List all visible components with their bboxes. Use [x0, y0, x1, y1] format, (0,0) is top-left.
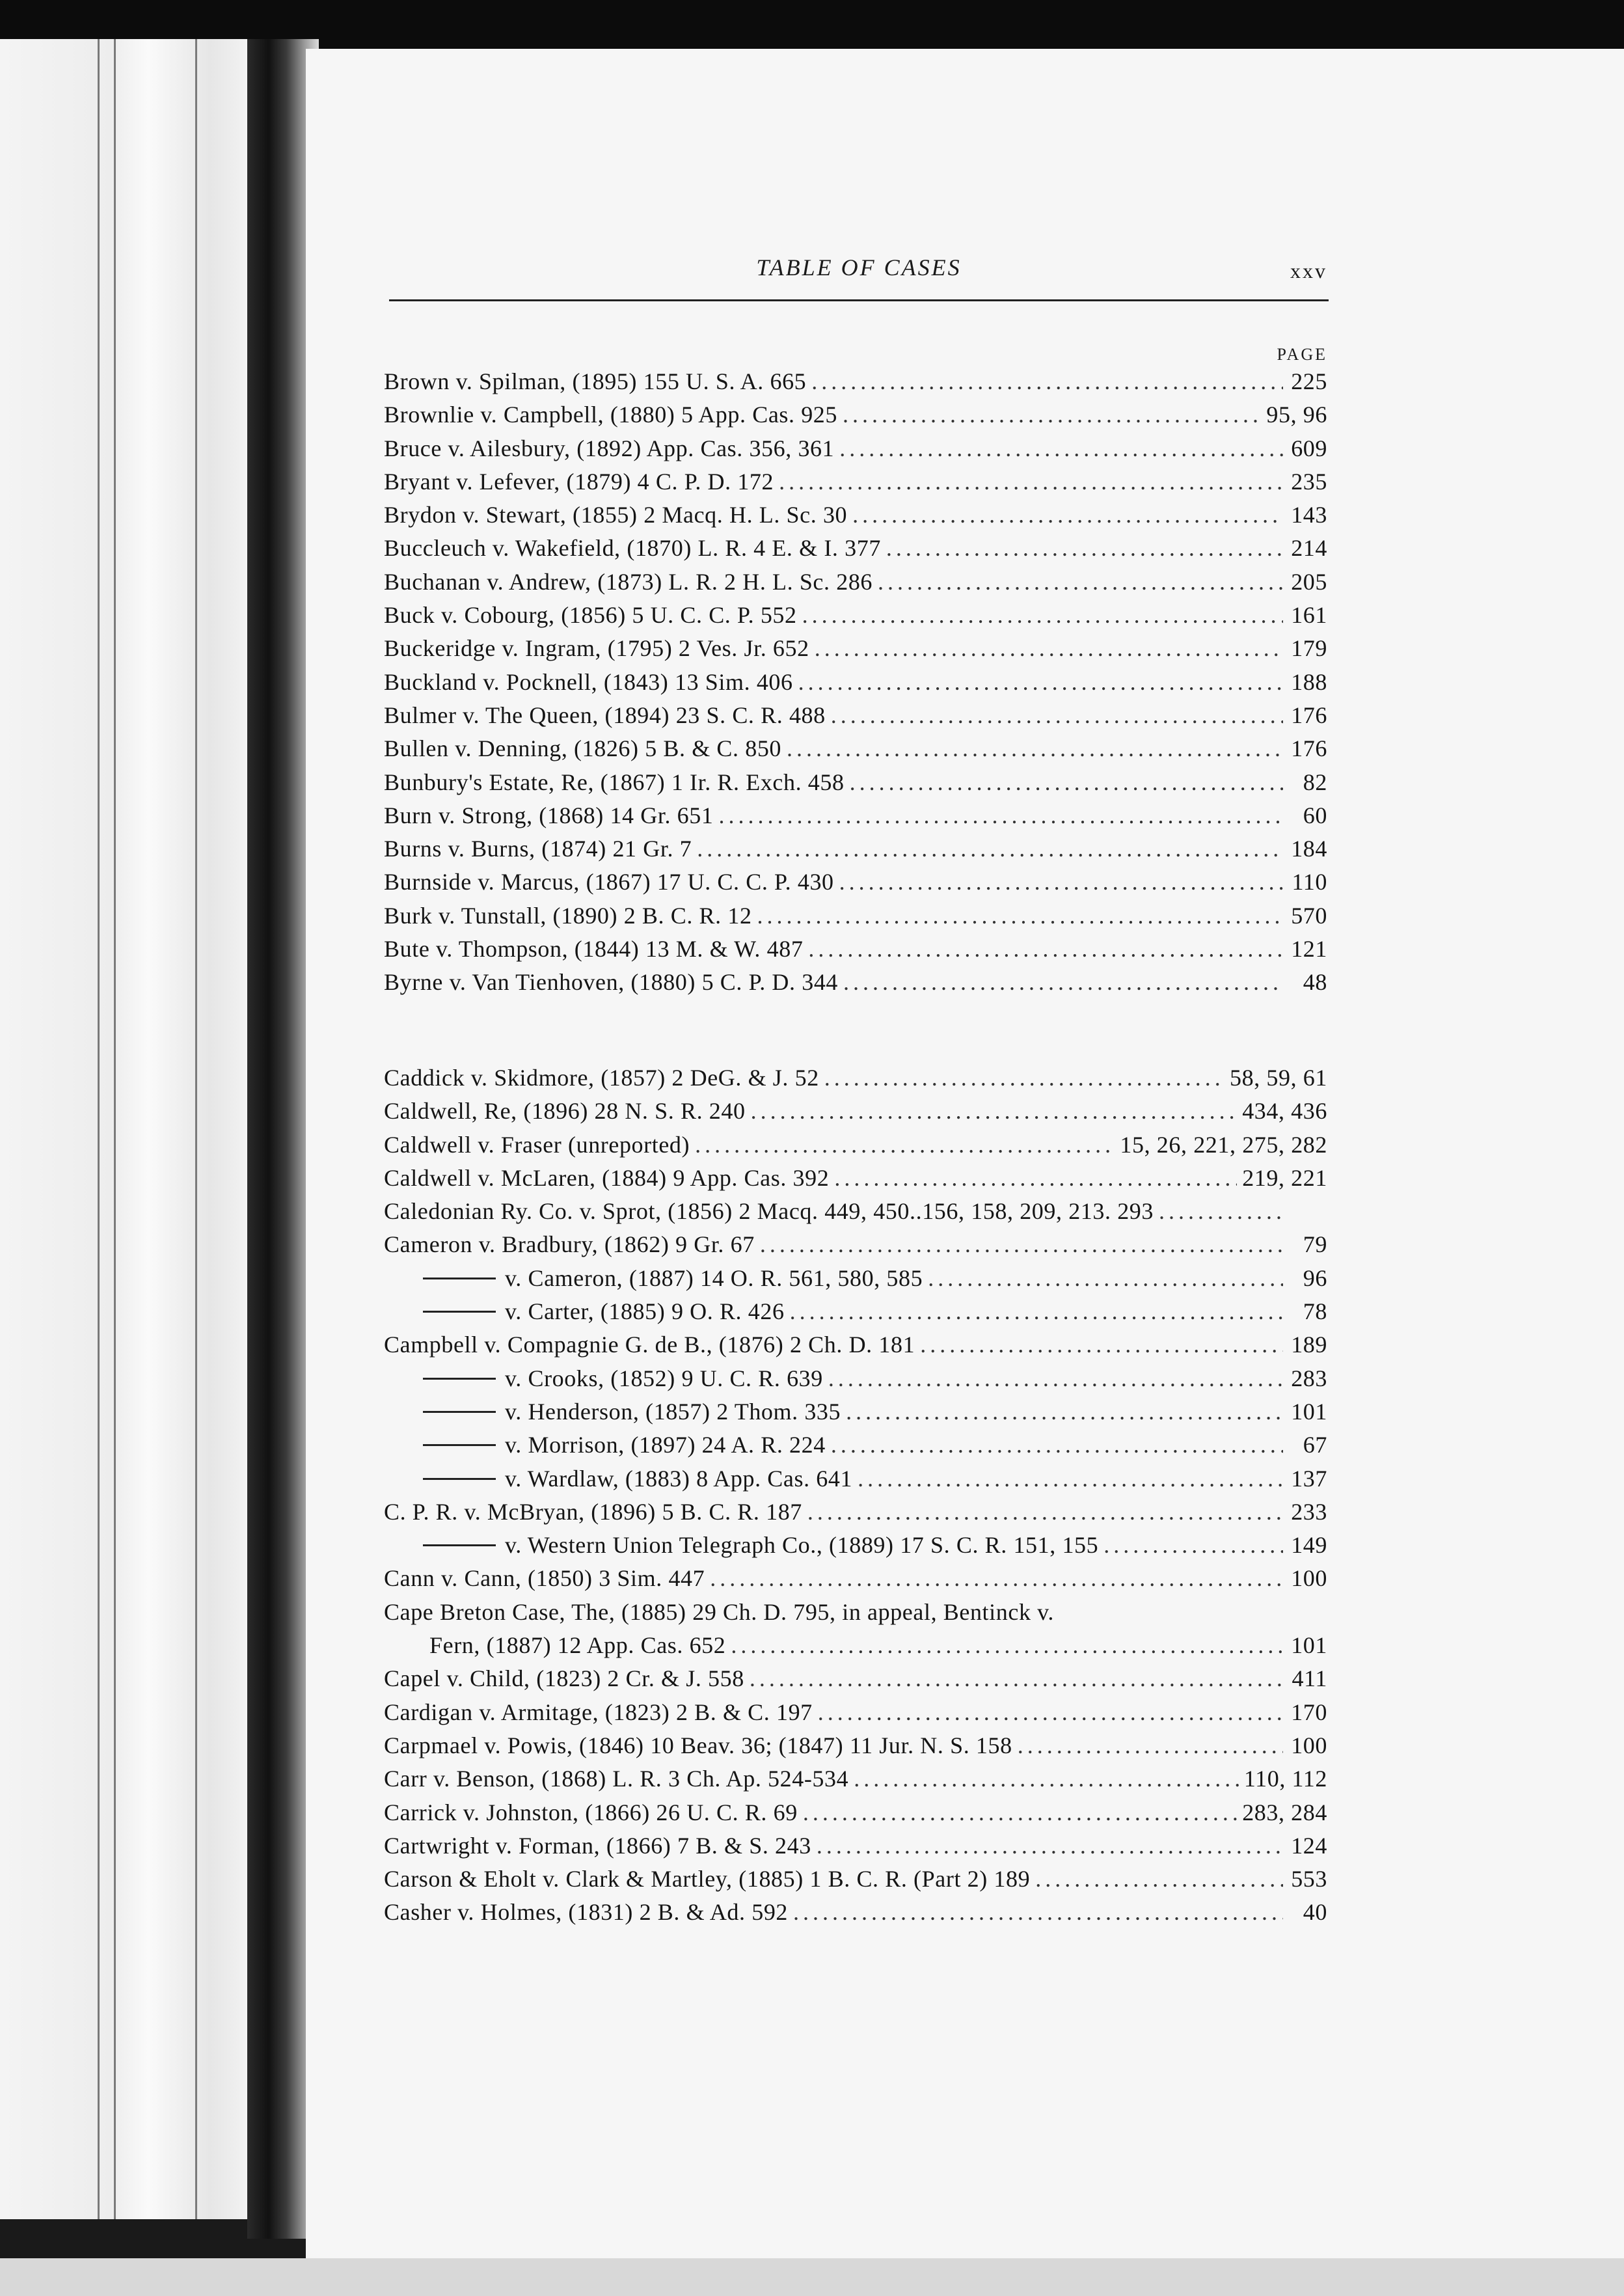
case-list-c [384, 1064, 1327, 1932]
dot-leader [1018, 1732, 1283, 1759]
document-page [306, 49, 1624, 2258]
case-citation: Carson & Eholt v. Clark & Martley, (1885) 1 B. C. R. (Part 2) 189 [384, 1866, 1031, 1893]
case-entry [384, 568, 1327, 601]
case-pages: 283 [1291, 1365, 1327, 1391]
case-citation: Brown v. Spilman, (1895) 155 U. S. A. 665 [384, 368, 807, 394]
case-entry [384, 1898, 1327, 1932]
case-citation: v. Wardlaw, (1883) 8 App. Cas. 641 [505, 1465, 853, 1492]
case-citation: Capel v. Child, (1823) 2 Cr. & J. 558 [384, 1665, 744, 1692]
case-entry [384, 435, 1327, 468]
dot-leader [815, 635, 1283, 662]
case-citation: Cann v. Cann, (1850) 3 Sim. 447 [384, 1565, 705, 1592]
case-citation: Brydon v. Stewart, (1855) 2 Macq. H. L. Sc. 30 [384, 502, 848, 528]
ditto-dash [423, 1411, 496, 1413]
case-citation: v. Carter, (1885) 9 O. R. 426 [505, 1298, 785, 1325]
case-entry [384, 1131, 1327, 1164]
case-pages: 283, 284 [1242, 1799, 1327, 1825]
case-citation: Carr v. Benson, (1868) L. R. 3 Ch. Ap. 524-534 [384, 1766, 849, 1792]
case-entry [384, 468, 1327, 501]
case-pages: 15, 26, 221, 275, 282 [1120, 1131, 1327, 1158]
case-pages: 110 [1292, 869, 1327, 895]
case-citation: Campbell v. Compagnie G. de B., (1876) 2 Ch. D. 181 [384, 1332, 915, 1358]
case-pages: 176 [1291, 735, 1327, 762]
dot-leader [846, 1398, 1283, 1425]
case-entry [384, 1164, 1327, 1197]
case-pages: 570 [1291, 902, 1327, 929]
case-entry [384, 1365, 1327, 1398]
dot-leader [1159, 1197, 1283, 1225]
case-pages: 225 [1291, 368, 1327, 394]
dot-leader [779, 468, 1283, 495]
case-pages: 137 [1291, 1465, 1327, 1492]
dot-leader [710, 1565, 1283, 1592]
case-pages: 40 [1303, 1899, 1327, 1926]
dot-leader [824, 1064, 1225, 1091]
case-entry [384, 1865, 1327, 1898]
case-citation: Bryant v. Lefever, (1879) 4 C. P. D. 172 [384, 468, 774, 495]
ditto-dash [423, 1378, 496, 1380]
page-edge-line [195, 39, 197, 2219]
dot-leader [798, 668, 1283, 696]
case-citation: Fern, (1887) 12 App. Cas. 652 [429, 1632, 726, 1659]
case-entry [384, 902, 1327, 935]
dot-leader [878, 568, 1283, 595]
dot-leader [834, 1164, 1237, 1192]
case-citation: Burn v. Strong, (1868) 14 Gr. 651 [384, 802, 714, 828]
case-pages: 170 [1291, 1699, 1327, 1725]
case-entry [384, 1398, 1327, 1431]
dot-leader [839, 868, 1283, 895]
case-citation: Caddick v. Skidmore, (1857) 2 DeG. & J. 52 [384, 1065, 819, 1091]
case-pages: 553 [1291, 1866, 1327, 1893]
ditto-dash [423, 1444, 496, 1446]
ditto-dash [423, 1544, 496, 1546]
case-entry [384, 1331, 1327, 1364]
case-pages: 67 [1303, 1432, 1327, 1458]
case-entry [384, 868, 1327, 901]
dot-leader [928, 1264, 1283, 1292]
dot-leader [695, 1131, 1115, 1158]
case-citation: Carpmael v. Powis, (1846) 10 Beav. 36; (1847) 11 Jur. N. S. 158 [384, 1732, 1012, 1758]
case-citation: Casher v. Holmes, (1831) 2 B. & Ad. 592 [384, 1899, 789, 1926]
case-pages: 189 [1291, 1332, 1327, 1358]
case-pages: 235 [1291, 468, 1327, 495]
case-entry [384, 1064, 1327, 1097]
dot-leader [850, 769, 1283, 796]
facing-page-edge [0, 39, 247, 2219]
dot-leader [1103, 1531, 1283, 1559]
case-entry [384, 1465, 1327, 1498]
dot-leader [886, 534, 1283, 562]
dot-leader [750, 1665, 1283, 1692]
case-pages: 79 [1303, 1231, 1327, 1258]
case-citation: v. Morrison, (1897) 24 A. R. 224 [505, 1432, 826, 1458]
case-pages: 96 [1303, 1264, 1327, 1291]
case-pages: 233 [1291, 1498, 1327, 1525]
case-entry [384, 1197, 1327, 1231]
case-entry [384, 1699, 1327, 1732]
dot-leader [751, 1097, 1238, 1125]
dot-leader [920, 1331, 1283, 1358]
case-entry [384, 835, 1327, 868]
case-pages: 48 [1303, 969, 1327, 996]
dot-leader [697, 835, 1283, 862]
case-pages: 124 [1291, 1832, 1327, 1859]
case-entry [384, 735, 1327, 768]
case-citation: Bruce v. Ailesbury, (1892) App. Cas. 356, 361 [384, 435, 835, 461]
dot-leader [852, 501, 1283, 528]
dot-leader [811, 368, 1283, 395]
case-pages: 110, 112 [1243, 1766, 1327, 1792]
case-pages: 434, 436 [1242, 1098, 1327, 1125]
dot-leader [831, 1431, 1283, 1458]
case-entry [384, 1531, 1327, 1565]
case-entry [384, 1632, 1327, 1665]
case-citation: Buckeridge v. Ingram, (1795) 2 Ves. Jr. 652 [384, 635, 809, 662]
case-citation: Caledonian Ry. Co. v. Sprot, (1856) 2 Macq. 449, 450..156, 158, 209, 213. 293 [384, 1198, 1154, 1225]
case-pages: 205 [1291, 568, 1327, 595]
ditto-dash [423, 1478, 496, 1480]
case-pages: 411 [1292, 1665, 1327, 1692]
case-entry [384, 534, 1327, 567]
dot-leader [787, 735, 1283, 762]
case-entry [384, 702, 1327, 735]
case-entry [384, 1231, 1327, 1264]
case-citation: Burns v. Burns, (1874) 21 Gr. 7 [384, 836, 692, 862]
case-entry [384, 1665, 1327, 1698]
header-rule [389, 299, 1329, 301]
case-pages: 82 [1303, 769, 1327, 795]
case-pages: 609 [1291, 435, 1327, 461]
case-entry [384, 1565, 1327, 1598]
case-citation: Buccleuch v. Wakefield, (1870) L. R. 4 E. & I. 377 [384, 535, 881, 562]
dot-leader [731, 1632, 1283, 1659]
case-pages: 100 [1291, 1565, 1327, 1592]
case-citation: v. Henderson, (1857) 2 Thom. 335 [505, 1398, 841, 1425]
case-citation: Burnside v. Marcus, (1867) 17 U. C. C. P. 430 [384, 869, 834, 895]
page-edge-line [98, 39, 100, 2219]
case-citation: Cameron v. Bradbury, (1862) 9 Gr. 67 [384, 1231, 755, 1258]
dot-leader [858, 1465, 1283, 1492]
case-pages: 143 [1291, 502, 1327, 528]
case-citation: Byrne v. Van Tienhoven, (1880) 5 C. P. D. 344 [384, 969, 839, 996]
case-entry [384, 1298, 1327, 1331]
dot-leader [828, 1365, 1283, 1392]
case-citation: v. Western Union Telegraph Co., (1889) 17 S. C. R. 151, 155 [505, 1532, 1099, 1559]
case-citation: Caldwell v. McLaren, (1884) 9 App. Cas. 392 [384, 1164, 830, 1191]
case-citation: Cardigan v. Armitage, (1823) 2 B. & C. 197 [384, 1699, 813, 1725]
case-citation: Bullen v. Denning, (1826) 5 B. & C. 850 [384, 735, 782, 762]
dot-leader [831, 702, 1283, 729]
case-citation: Brownlie v. Campbell, (1880) 5 App. Cas. 925 [384, 402, 838, 428]
case-pages: 161 [1291, 602, 1327, 629]
case-entry [384, 368, 1327, 401]
dot-leader [760, 1231, 1283, 1258]
case-entry [384, 802, 1327, 835]
case-citation: Buckland v. Pocknell, (1843) 13 Sim. 406 [384, 668, 793, 695]
dot-leader [803, 1799, 1237, 1826]
case-entry [384, 968, 1327, 1002]
case-pages: 60 [1303, 802, 1327, 828]
page-edge-line [114, 39, 116, 2219]
case-citation: Buchanan v. Andrew, (1873) L. R. 2 H. L. Sc. 286 [384, 568, 873, 595]
dot-leader [807, 1498, 1283, 1525]
case-citation: Caldwell v. Fraser (unreported) [384, 1131, 690, 1158]
case-entry [384, 1264, 1327, 1298]
case-pages: 100 [1291, 1732, 1327, 1758]
dot-leader [802, 601, 1283, 629]
dot-leader [854, 1765, 1239, 1792]
case-entry [384, 1732, 1327, 1765]
dot-leader [1035, 1865, 1283, 1893]
case-entry [384, 668, 1327, 702]
case-pages: 101 [1291, 1632, 1327, 1659]
case-entry [384, 769, 1327, 802]
case-entry [384, 601, 1327, 635]
case-pages: 179 [1291, 635, 1327, 662]
case-entry [384, 1498, 1327, 1531]
dot-leader [718, 802, 1283, 829]
case-entry [384, 1765, 1327, 1798]
dot-leader [843, 968, 1283, 996]
dot-leader [817, 1832, 1283, 1859]
case-citation: Caldwell, Re, (1896) 28 N. S. R. 240 [384, 1098, 746, 1125]
case-list-b [384, 368, 1327, 1002]
dot-leader [843, 401, 1261, 428]
dot-leader [757, 902, 1283, 929]
page-header [390, 247, 1327, 293]
case-pages: 149 [1291, 1532, 1327, 1559]
case-citation: Bute v. Thompson, (1844) 13 M. & W. 487 [384, 936, 804, 963]
case-pages: 176 [1291, 702, 1327, 728]
case-entry [384, 1097, 1327, 1130]
case-entry [384, 1598, 1327, 1632]
dot-leader [793, 1898, 1283, 1926]
case-pages: 219, 221 [1242, 1164, 1327, 1191]
case-citation: Cape Breton Case, The, (1885) 29 Ch. D. 795, in appeal, Bentinck v. [384, 1598, 1055, 1625]
case-entry [384, 1431, 1327, 1464]
case-entry [384, 401, 1327, 434]
case-entry [384, 1832, 1327, 1865]
case-citation: Bulmer v. The Queen, (1894) 23 S. C. R. 488 [384, 702, 826, 728]
case-pages: 121 [1291, 936, 1327, 963]
case-entry [384, 635, 1327, 668]
case-citation: Bunbury's Estate, Re, (1867) 1 Ir. R. Exch. 458 [384, 769, 845, 795]
case-pages: 95, 96 [1266, 402, 1327, 428]
case-pages: 101 [1291, 1398, 1327, 1425]
case-citation: Cartwright v. Forman, (1866) 7 B. & S. 243 [384, 1832, 811, 1859]
running-title: TABLE OF CASES [756, 254, 962, 280]
case-citation: v. Crooks, (1852) 9 U. C. R. 639 [505, 1365, 823, 1391]
case-pages: 78 [1303, 1298, 1327, 1325]
case-entry [384, 935, 1327, 968]
case-pages: 188 [1291, 668, 1327, 695]
page-number: xxv [1290, 259, 1327, 282]
case-citation: Burk v. Tunstall, (1890) 2 B. C. R. 12 [384, 902, 752, 929]
ditto-dash [423, 1311, 496, 1313]
case-pages: 184 [1291, 836, 1327, 862]
dot-leader [790, 1298, 1283, 1325]
page-column-label: PAGE [1277, 345, 1327, 364]
case-citation: C. P. R. v. McBryan, (1896) 5 B. C. R. 187 [384, 1498, 802, 1525]
case-citation: v. Cameron, (1887) 14 O. R. 561, 580, 585 [505, 1264, 923, 1291]
dot-leader [818, 1699, 1283, 1726]
case-citation: Carrick v. Johnston, (1866) 26 U. C. R. 69 [384, 1799, 798, 1825]
case-entry [384, 1799, 1327, 1832]
dot-leader [808, 935, 1283, 963]
case-pages: 58, 59, 61 [1230, 1065, 1327, 1091]
case-pages: 214 [1291, 535, 1327, 562]
scan-bottom-border [0, 2258, 1624, 2296]
case-citation: Buck v. Cobourg, (1856) 5 U. C. C. P. 552 [384, 602, 797, 629]
ditto-dash [423, 1278, 496, 1279]
case-entry [384, 501, 1327, 534]
dot-leader [839, 435, 1283, 462]
